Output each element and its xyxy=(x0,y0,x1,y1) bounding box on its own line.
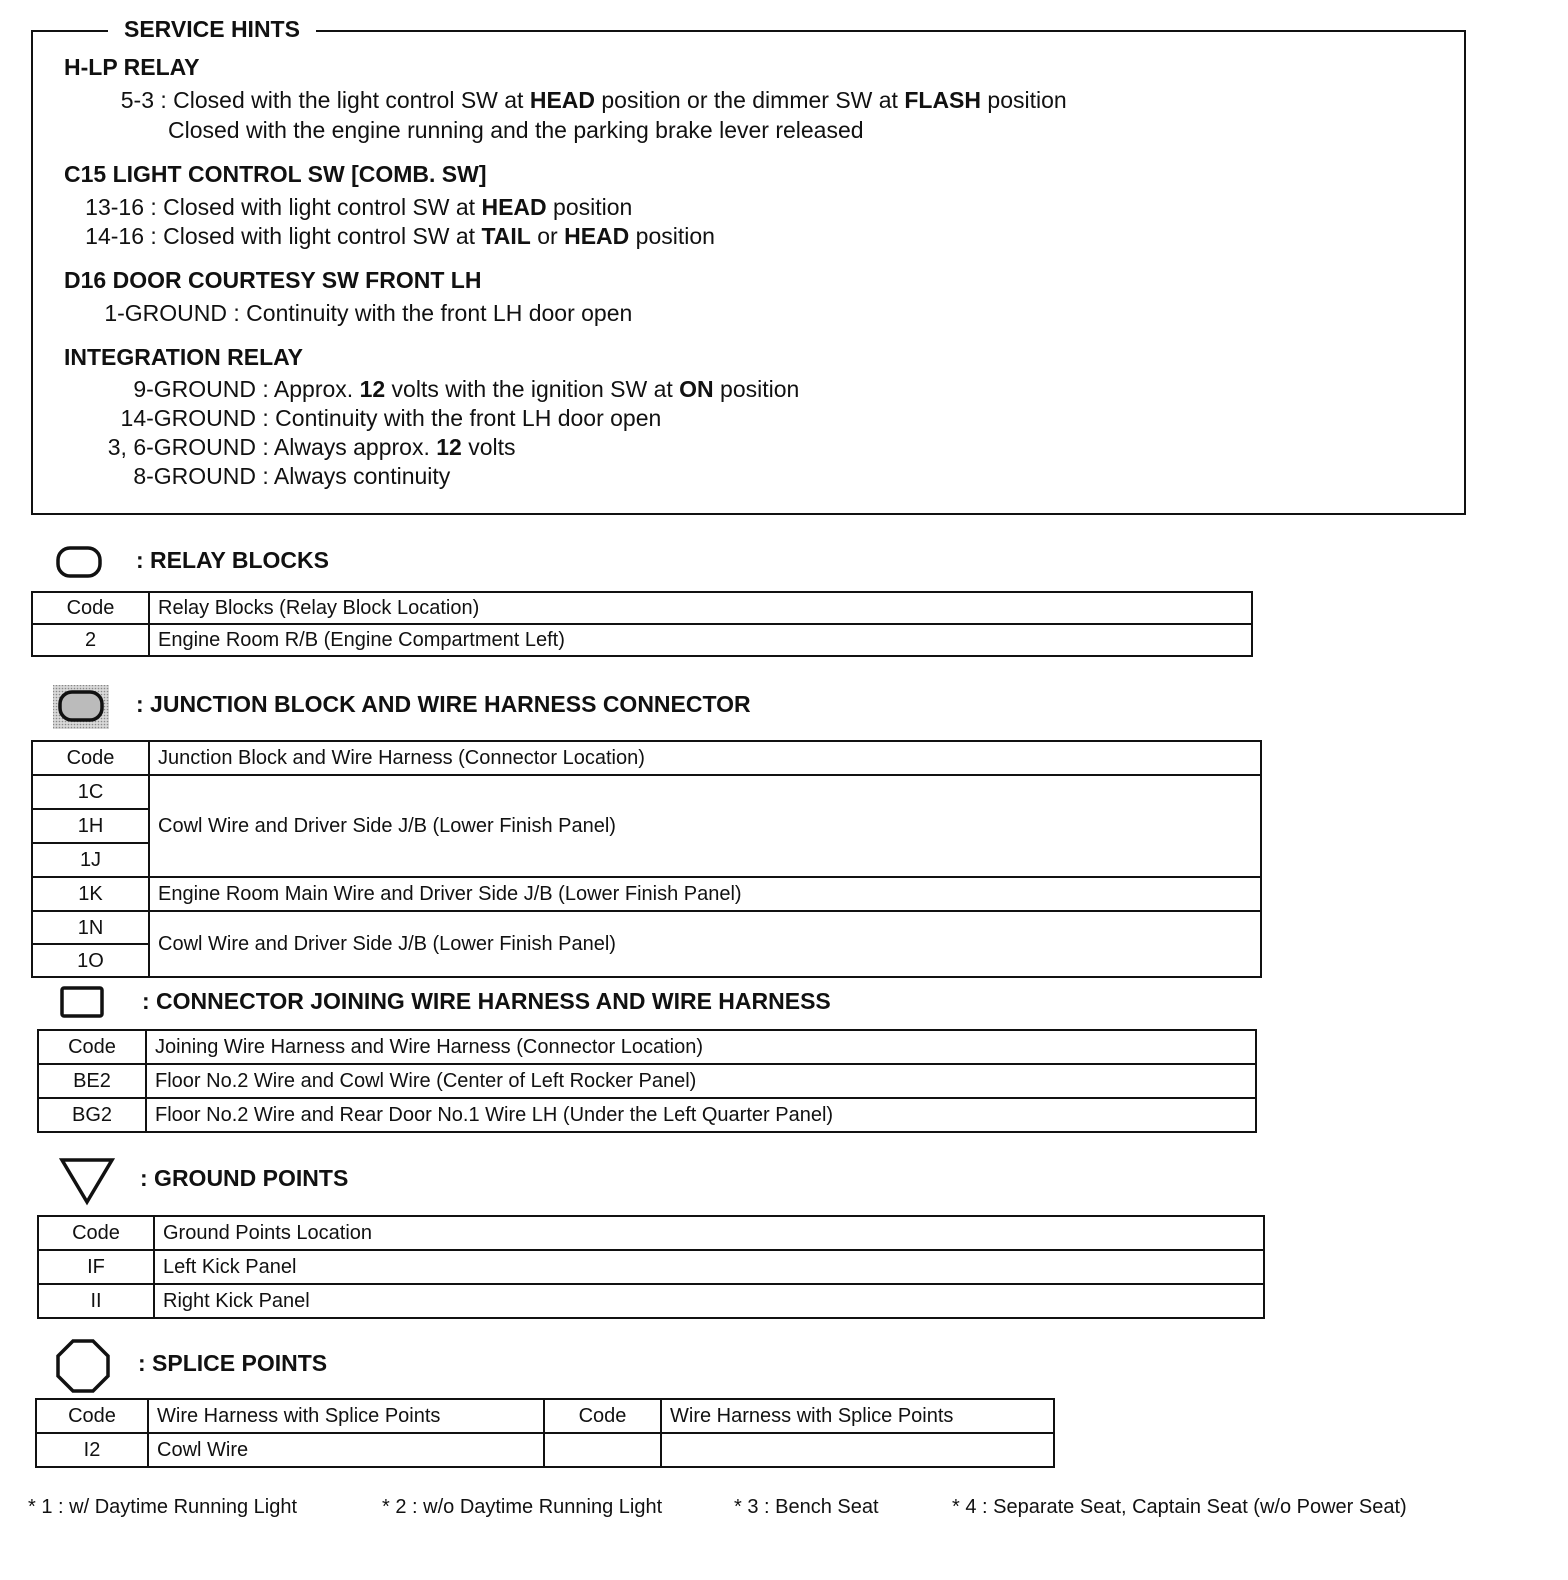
square-outline-icon xyxy=(60,986,104,1018)
hint-text: : Closed with light control SW at xyxy=(144,194,482,220)
table-row xyxy=(36,1433,1054,1467)
table-header-code: Code xyxy=(36,1399,148,1433)
table-row xyxy=(32,911,1261,944)
hint-text: position xyxy=(629,223,715,249)
footnote: * 4 : Separate Seat, Captain Seat (w/o Power Seat) xyxy=(952,1496,1407,1518)
table-cell-code: 1O xyxy=(32,944,149,977)
table-cell-code: IF xyxy=(38,1250,154,1284)
hint-text: : Approx. xyxy=(256,376,360,402)
table-header-row xyxy=(32,592,1252,624)
hint-line xyxy=(64,221,715,251)
table-cell-code: 1C xyxy=(32,775,149,809)
table-cell-code: 1K xyxy=(32,877,149,911)
table-row xyxy=(32,775,1261,809)
table-header-code: Code xyxy=(38,1216,154,1250)
service-hints-title: SERVICE HINTS xyxy=(108,14,316,44)
table-cell-code: BG2 xyxy=(38,1098,146,1132)
splice-points-table xyxy=(35,1398,1055,1468)
table-cell-desc-2 xyxy=(661,1433,1054,1467)
hint-pin-label: 8-GROUND xyxy=(133,463,256,489)
hint-text: position or the dimmer SW at xyxy=(595,87,905,113)
hint-text: position xyxy=(981,87,1067,113)
splice-points-heading: : SPLICE POINTS xyxy=(138,1350,328,1376)
hint-pin-label: 1-GROUND xyxy=(104,300,227,326)
hint-text: volts with the ignition SW at xyxy=(385,376,680,402)
hint-section-title: INTEGRATION RELAY xyxy=(64,344,303,370)
table-cell-code: 1H xyxy=(32,809,149,843)
table-header-desc: Ground Points Location xyxy=(154,1216,1264,1250)
hint-emphasis: 12 xyxy=(436,434,462,460)
table-row xyxy=(38,1250,1264,1284)
hint-text: : Continuity with the front LH door open xyxy=(256,405,662,431)
hint-text: Closed with the engine running and the parking brake lever released xyxy=(168,117,864,143)
table-header-code-2: Code xyxy=(544,1399,661,1433)
table-row xyxy=(32,877,1261,911)
ground-points-table xyxy=(37,1215,1265,1319)
hint-line xyxy=(64,115,864,145)
hint-emphasis: HEAD xyxy=(481,194,547,220)
hint-emphasis: HEAD xyxy=(529,87,595,113)
hint-text: : Closed with the light control SW at xyxy=(154,87,530,113)
hint-text: : Continuity with the front LH door open xyxy=(227,300,633,326)
hint-line xyxy=(64,85,1067,115)
rounded-rect-outline-icon xyxy=(56,546,102,578)
table-header-row xyxy=(38,1216,1264,1250)
hint-emphasis: TAIL xyxy=(481,223,531,249)
table-cell-desc: Engine Room Main Wire and Driver Side J/B (Lower Finish Panel) xyxy=(149,877,1261,911)
connectors-table xyxy=(37,1029,1257,1133)
table-row xyxy=(38,1284,1264,1318)
table-header-code: Code xyxy=(32,741,149,775)
table-row xyxy=(38,1064,1256,1098)
hint-text: : Always approx. xyxy=(256,434,437,460)
table-cell-desc: Cowl Wire and Driver Side J/B (Lower Finish Panel) xyxy=(149,775,1261,877)
hint-line xyxy=(64,374,799,404)
hint-emphasis: ON xyxy=(679,376,714,402)
footnote: * 1 : w/ Daytime Running Light xyxy=(28,1496,298,1518)
table-cell-desc: Engine Room R/B (Engine Compartment Left) xyxy=(149,624,1252,656)
hint-text: : Always continuity xyxy=(256,463,451,489)
hint-line xyxy=(64,432,516,462)
connectors-heading: : CONNECTOR JOINING WIRE HARNESS AND WIRE HARNESS xyxy=(142,988,831,1014)
hint-section-title: D16 DOOR COURTESY SW FRONT LH xyxy=(64,267,482,293)
hint-line xyxy=(64,298,632,328)
shaded-rounded-rect-icon xyxy=(52,684,110,730)
hint-text: : Closed with light control SW at xyxy=(144,223,482,249)
ground-points-heading: : GROUND POINTS xyxy=(140,1165,349,1191)
hint-pin-label: 13-16 xyxy=(85,194,144,220)
table-header-row xyxy=(38,1030,1256,1064)
table-header-desc: Relay Blocks (Relay Block Location) xyxy=(149,592,1252,624)
table-cell-code: 1N xyxy=(32,911,149,944)
hint-text: or xyxy=(530,223,565,249)
table-header-desc: Junction Block and Wire Harness (Connector Location) xyxy=(149,741,1261,775)
table-cell-code: 1J xyxy=(32,843,149,877)
junction-blocks-heading: : JUNCTION BLOCK AND WIRE HARNESS CONNECTOR xyxy=(136,691,751,717)
table-header-row xyxy=(32,741,1261,775)
table-header-desc-2: Wire Harness with Splice Points xyxy=(661,1399,1054,1433)
hint-section-title: C15 LIGHT CONTROL SW [COMB. SW] xyxy=(64,161,487,187)
down-triangle-icon xyxy=(58,1156,116,1206)
relay-blocks-heading: : RELAY BLOCKS xyxy=(136,547,329,573)
hint-section-title: H-LP RELAY xyxy=(64,54,200,80)
hint-emphasis: 12 xyxy=(359,376,386,402)
relay-blocks-table xyxy=(31,591,1253,657)
table-header-row xyxy=(36,1399,1054,1433)
hint-pin-label: 3, 6-GROUND xyxy=(107,434,256,460)
table-cell-desc: Floor No.2 Wire and Cowl Wire (Center of Left Rocker Panel) xyxy=(146,1064,1256,1098)
hint-line xyxy=(64,461,450,491)
table-cell-desc: Cowl Wire xyxy=(148,1433,544,1467)
hint-text: volts xyxy=(461,434,516,460)
hint-emphasis: FLASH xyxy=(904,87,982,113)
table-header-code: Code xyxy=(38,1030,146,1064)
hint-pin-label: 14-GROUND xyxy=(120,405,256,431)
octagon-outline-icon xyxy=(55,1338,111,1394)
table-cell-desc: Cowl Wire and Driver Side J/B (Lower Finish Panel) xyxy=(149,911,1261,977)
table-row xyxy=(38,1098,1256,1132)
footnote: * 3 : Bench Seat xyxy=(734,1496,879,1518)
hint-pin-label: 14-16 xyxy=(85,223,144,249)
junction-blocks-table xyxy=(31,740,1262,978)
table-row xyxy=(32,624,1252,656)
hint-line xyxy=(64,192,632,222)
hint-pin-label: 9-GROUND xyxy=(133,376,256,402)
table-header-desc: Wire Harness with Splice Points xyxy=(148,1399,544,1433)
hint-line xyxy=(64,403,661,433)
table-cell-code: II xyxy=(38,1284,154,1318)
table-cell-code: I2 xyxy=(36,1433,148,1467)
table-cell-code-2 xyxy=(544,1433,661,1467)
table-header-desc: Joining Wire Harness and Wire Harness (Connector Location) xyxy=(146,1030,1256,1064)
hint-pin-label: 5-3 xyxy=(120,87,154,113)
table-cell-desc: Left Kick Panel xyxy=(154,1250,1264,1284)
table-header-code: Code xyxy=(32,592,149,624)
table-cell-code: 2 xyxy=(32,624,149,656)
table-cell-code: BE2 xyxy=(38,1064,146,1098)
hint-emphasis: HEAD xyxy=(564,223,630,249)
hint-text: position xyxy=(713,376,800,402)
footnote: * 2 : w/o Daytime Running Light xyxy=(382,1496,663,1518)
table-cell-desc: Floor No.2 Wire and Rear Door No.1 Wire LH (Under the Left Quarter Panel) xyxy=(146,1098,1256,1132)
hint-text: position xyxy=(546,194,633,220)
table-cell-desc: Right Kick Panel xyxy=(154,1284,1264,1318)
